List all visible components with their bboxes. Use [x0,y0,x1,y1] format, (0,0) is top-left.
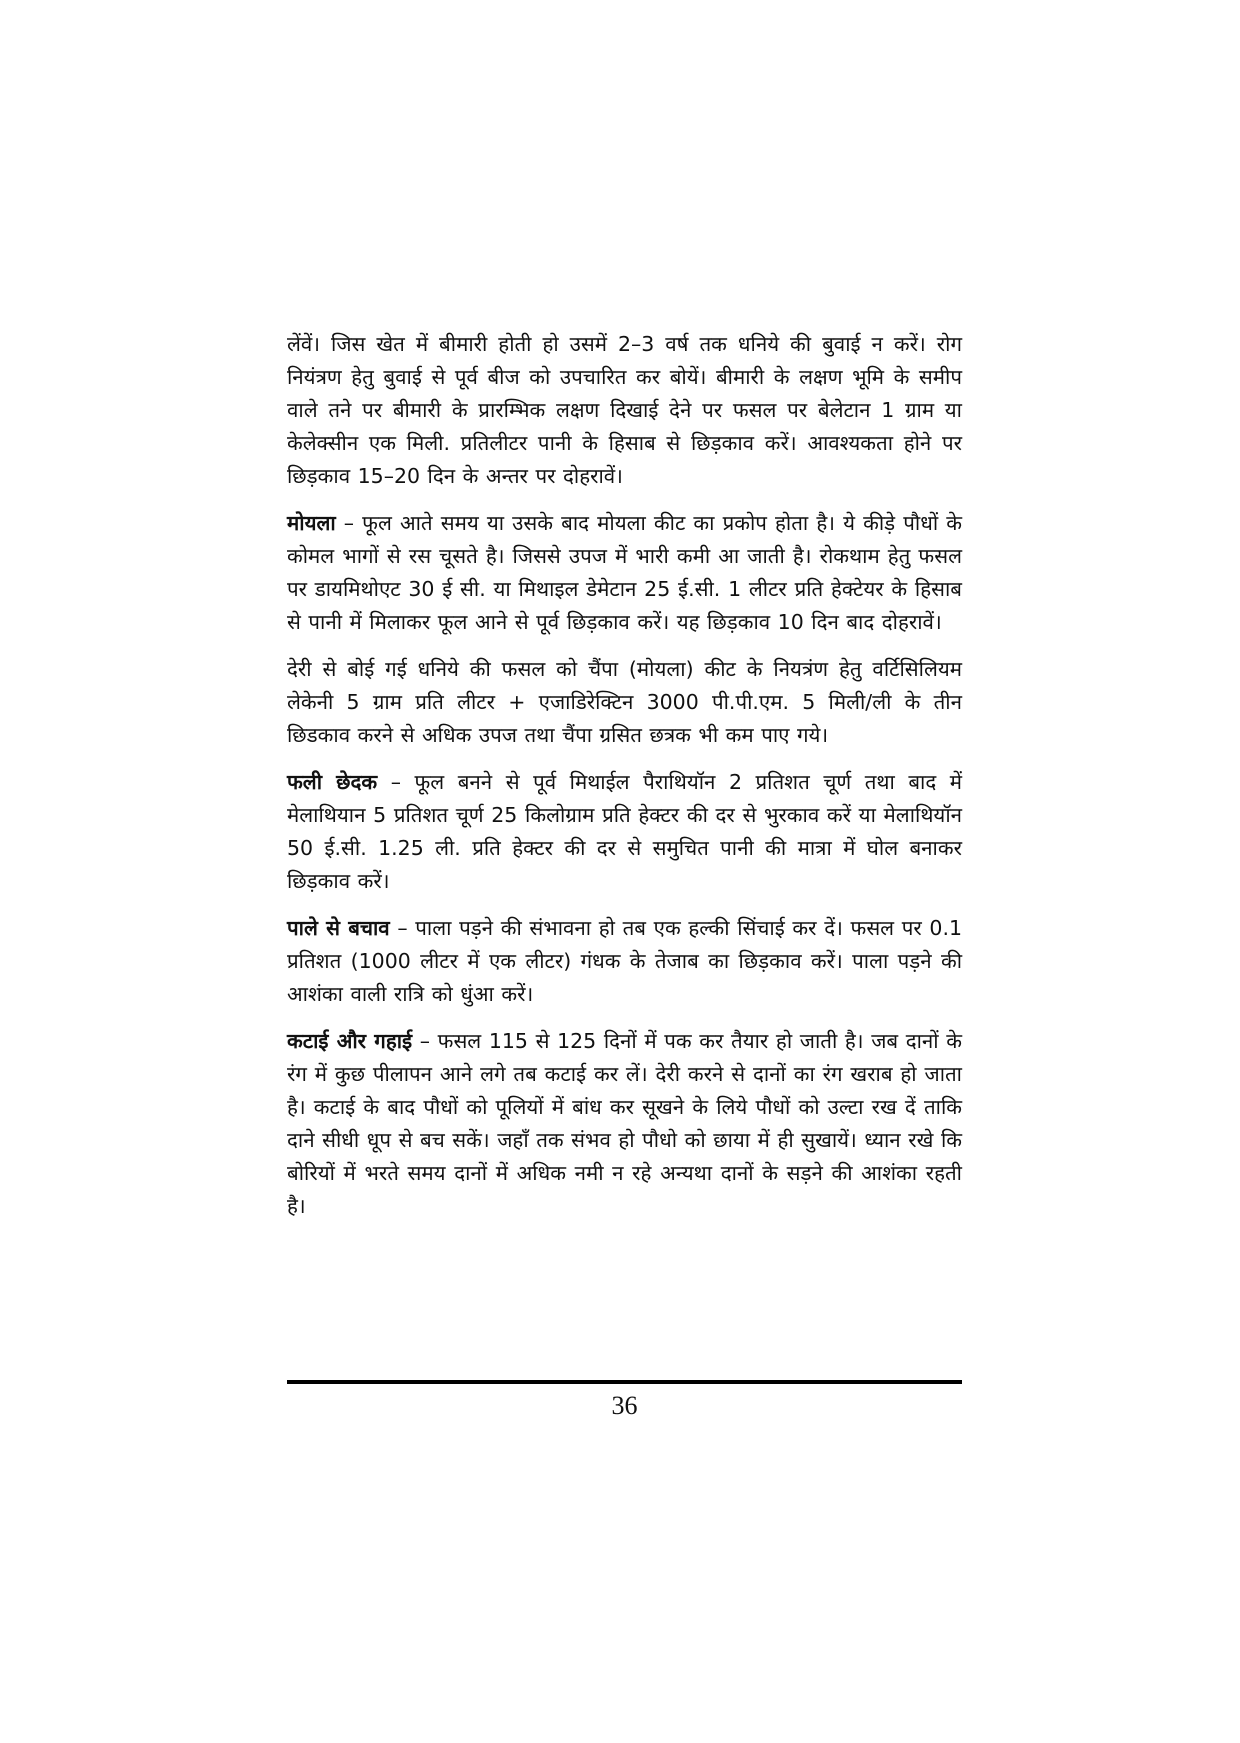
paragraph-moyla [287,507,962,639]
paragraph-text: – फूल बनने से पूर्व मिथाईल पैराथियॉन 2 प्रतिशत चूर्ण तथा बाद में मेलाथियान 5 प्रतिशत चूर्ण 25 किलोग्राम प्रति हेक्टर की दर से भुरकाव करें या मेलाथियॉन 50 ई.सी. 1.25 ली. प्रति हेक्टर की दर से समुचित पानी की मात्रा में घोल बनाकर छिड़काव करें। [287,770,962,893]
paragraph-late-sowing [287,653,962,752]
paragraph-heading: पाले से बचाव [287,916,390,940]
paragraph-text: लेंवें। जिस खेत में बीमारी होती हो उसमें 2–3 वर्ष तक धनिये की बुवाई न करें। रोग नियंत्रण हेतु बुवाई से पूर्व बीज को उपचारित कर बोयें। बीमारी के लक्षण भूमि के समीप वाले तने पर बीमारी के प्रारम्भिक लक्षण दिखाई देने पर फसल पर बेलेटान 1 ग्राम या केलेक्सीन एक मिली. प्रतिलीटर पानी के हिसाब से छिड़काव करें। आवश्यकता होने पर छिड़काव 15–20 दिन के अन्तर पर दोहरावें। [287,332,962,488]
paragraph-harvesting [287,1025,962,1223]
paragraph-text: देरी से बोई गई धनिये की फसल को चैंपा (मोयला) कीट के नियत्रंण हेतु वर्टिसिलियम लेकेनी 5 ग्राम प्रति लीटर + एजाडिरेक्टिन 3000 पी.पी.एम. 5 मिली/ली के तीन छिडकाव करने से अधिक उपज तथा चैंपा ग्रसित छत्रक भी कम पाए गये। [287,657,962,747]
paragraph-heading: कटाई और गहाई [287,1029,413,1053]
paragraph-frost-protection [287,912,962,1011]
paragraph-heading: फली छेदक [287,770,378,794]
paragraph-text: – फसल 115 से 125 दिनों में पक कर तैयार हो जाती है। जब दानों के रंग में कुछ पीलापन आने लगे तब कटाई कर लें। देरी करने से दानों का रंग खराब हो जाता है। कटाई के बाद पौधों को पूलियों में बांध कर सूखने के लिये पौधों को उल्टा रख दें ताकि दाने सीधी धूप से बच सकें। जहाँ तक संभव हो पौधो को छाया में ही सुखायें। ध्यान रखे कि बोरियों में भरते समय दानों में अधिक नमी न रहे अन्यथा दानों के सड़ने की आशंका रहती है। [287,1029,962,1218]
footer-divider [287,1380,962,1384]
page-number: 36 [611,1391,638,1420]
paragraph-text: – फूल आते समय या उसके बाद मोयला कीट का प्रकोप होता है। ये कीड़े पौधों के कोमल भागों से रस चूसते है। जिससे उपज में भारी कमी आ जाती है। रोकथाम हेतु फसल पर डायमिथोएट 30 ई सी. या मिथाइल डेमेटान 25 ई.सी. 1 लीटर प्रति हेक्टेयर के हिसाब से पानी में मिलाकर फूल आने से पूर्व छिड़काव करें। यह छिड़काव 10 दिन बाद दोहरावें। [287,511,962,634]
paragraph-pod-borer [287,766,962,898]
paragraph-text: – पाला पड़ने की संभावना हो तब एक हल्की सिंचाई कर दें। फसल पर 0.1 प्रतिशत (1000 लीटर में एक लीटर) गंधक के तेजाब का छिड़काव करें। पाला पड़ने की आशंका वाली रात्रि को धुंआ करें। [287,916,963,1006]
page-body [287,328,962,1237]
paragraph-disease-control [287,328,962,493]
paragraph-heading: मोयला [287,511,336,535]
